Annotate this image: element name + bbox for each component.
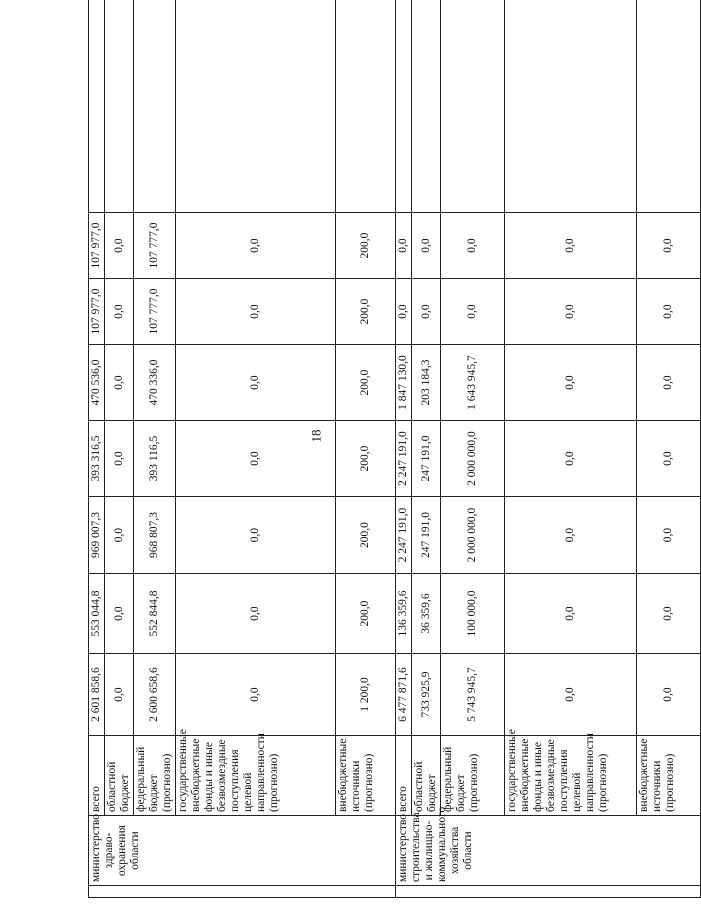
value-cell: 0,0 [637,421,701,497]
empty-cell [336,0,396,213]
value-cell: 0,0 [105,345,134,421]
value-cell: 0,0 [505,421,637,497]
funding-source-cell: всего [89,736,105,816]
value-cell: 393 316,5 [89,421,105,497]
funding-source-cell: внебюджетные источники (прогнозно) [637,736,701,816]
value-cell: 0,0 [441,279,505,345]
value-cell: 2 601 858,6 [89,654,105,736]
value-cell: 0,0 [176,213,336,279]
value-cell: 0,0 [176,497,336,574]
value-cell: 0,0 [505,279,637,345]
empty-cell [441,0,505,213]
table-row [412,0,441,898]
value-cell: 393 116,5 [134,421,176,497]
table-row [637,0,701,898]
value-cell: 1 643 945,7 [441,345,505,421]
funding-source-cell: федеральный бюджет (прогнозно) [134,736,176,816]
value-cell: 2 247 191,0 [396,421,412,497]
value-cell: 107 977,0 [89,213,105,279]
table-row [505,0,637,898]
value-cell: 0,0 [505,497,637,574]
value-cell: 200,0 [336,574,396,654]
organization-cell: министерство здраво-охранения области [89,816,396,886]
value-cell: 2 247 191,0 [396,497,412,574]
value-cell: 0,0 [176,574,336,654]
empty-cell [412,0,441,213]
organization-cell: министерство строительства и жилищно-коммунального хозяйства области [396,816,701,886]
value-cell: 0,0 [637,279,701,345]
value-cell: 0,0 [412,279,441,345]
value-cell: 0,0 [637,345,701,421]
value-cell: 0,0 [412,213,441,279]
value-cell: 0,0 [441,213,505,279]
value-cell: 2 000 000,0 [441,421,505,497]
value-cell: 1 200,0 [336,654,396,736]
funding-source-cell: областной бюджет [105,736,134,816]
value-cell: 200,0 [336,497,396,574]
rotated-page [88,0,676,898]
value-cell: 0,0 [637,497,701,574]
value-cell: 0,0 [505,345,637,421]
funding-source-cell: внебюджетные источники (прогнозно) [336,736,396,816]
value-cell: 0,0 [105,574,134,654]
table-body [89,0,701,898]
value-cell: 0,0 [505,574,637,654]
value-cell: 553 044,8 [89,574,105,654]
budget-table [88,0,701,898]
funding-source-cell: федеральный бюджет (прогнозно) [441,736,505,816]
value-cell: 100 000,0 [441,574,505,654]
value-cell: 200,0 [336,279,396,345]
value-cell: 0,0 [505,213,637,279]
value-cell: 0,0 [637,574,701,654]
empty-cell [176,0,336,213]
table-row [336,0,396,898]
value-cell: 0,0 [176,654,336,736]
value-cell: 0,0 [105,654,134,736]
value-cell: 107 777,0 [134,213,176,279]
value-cell: 0,0 [637,213,701,279]
table-row [441,0,505,898]
value-cell: 1 847 130,0 [396,345,412,421]
value-cell: 0,0 [105,213,134,279]
value-cell: 2 000 000,0 [441,497,505,574]
value-cell: 0,0 [176,345,336,421]
value-cell: 200,0 [336,213,396,279]
blank-cell [89,886,396,898]
value-cell: 2 600 658,6 [134,654,176,736]
value-cell: 968 807,3 [134,497,176,574]
value-cell: 247 191,0 [412,421,441,497]
empty-cell [105,0,134,213]
funding-source-cell: государственные внебюджетные фонды и иные безвозмездные поступления целевой направленности (прогнозно) [505,736,637,816]
value-cell: 0,0 [176,279,336,345]
value-cell: 0,0 [105,279,134,345]
value-cell: 200,0 [336,421,396,497]
value-cell: 733 925,9 [412,654,441,736]
value-cell: 0,0 [396,213,412,279]
value-cell: 0,0 [505,654,637,736]
value-cell: 203 184,3 [412,345,441,421]
table-row [176,0,336,898]
empty-cell [89,0,105,213]
blank-cell [396,886,701,898]
funding-source-cell: государственные внебюджетные фонды и иные безвозмездные поступления целевой направленности (прогнозно) [176,736,336,816]
value-cell: 200,0 [336,345,396,421]
table-row [134,0,176,898]
value-cell: 0,0 [105,421,134,497]
page-number: 18 [308,429,324,443]
value-cell: 6 477 871,6 [396,654,412,736]
empty-cell [637,0,701,213]
value-cell: 969 007,3 [89,497,105,574]
value-cell: 0,0 [176,421,336,497]
value-cell: 136 359,6 [396,574,412,654]
empty-cell [396,0,412,213]
value-cell: 552 844,8 [134,574,176,654]
table-row [105,0,134,898]
value-cell: 107 977,0 [89,279,105,345]
empty-cell [505,0,637,213]
table-row [396,0,412,898]
value-cell: 36 359,6 [412,574,441,654]
value-cell: 0,0 [105,497,134,574]
value-cell: 247 191,0 [412,497,441,574]
empty-cell [134,0,176,213]
value-cell: 470 336,0 [134,345,176,421]
funding-source-cell: всего [396,736,412,816]
table-row [89,0,105,898]
value-cell: 107 777,0 [134,279,176,345]
value-cell: 0,0 [637,654,701,736]
value-cell: 470 536,0 [89,345,105,421]
value-cell: 0,0 [396,279,412,345]
funding-source-cell: областной бюджет [412,736,441,816]
value-cell: 5 743 945,7 [441,654,505,736]
